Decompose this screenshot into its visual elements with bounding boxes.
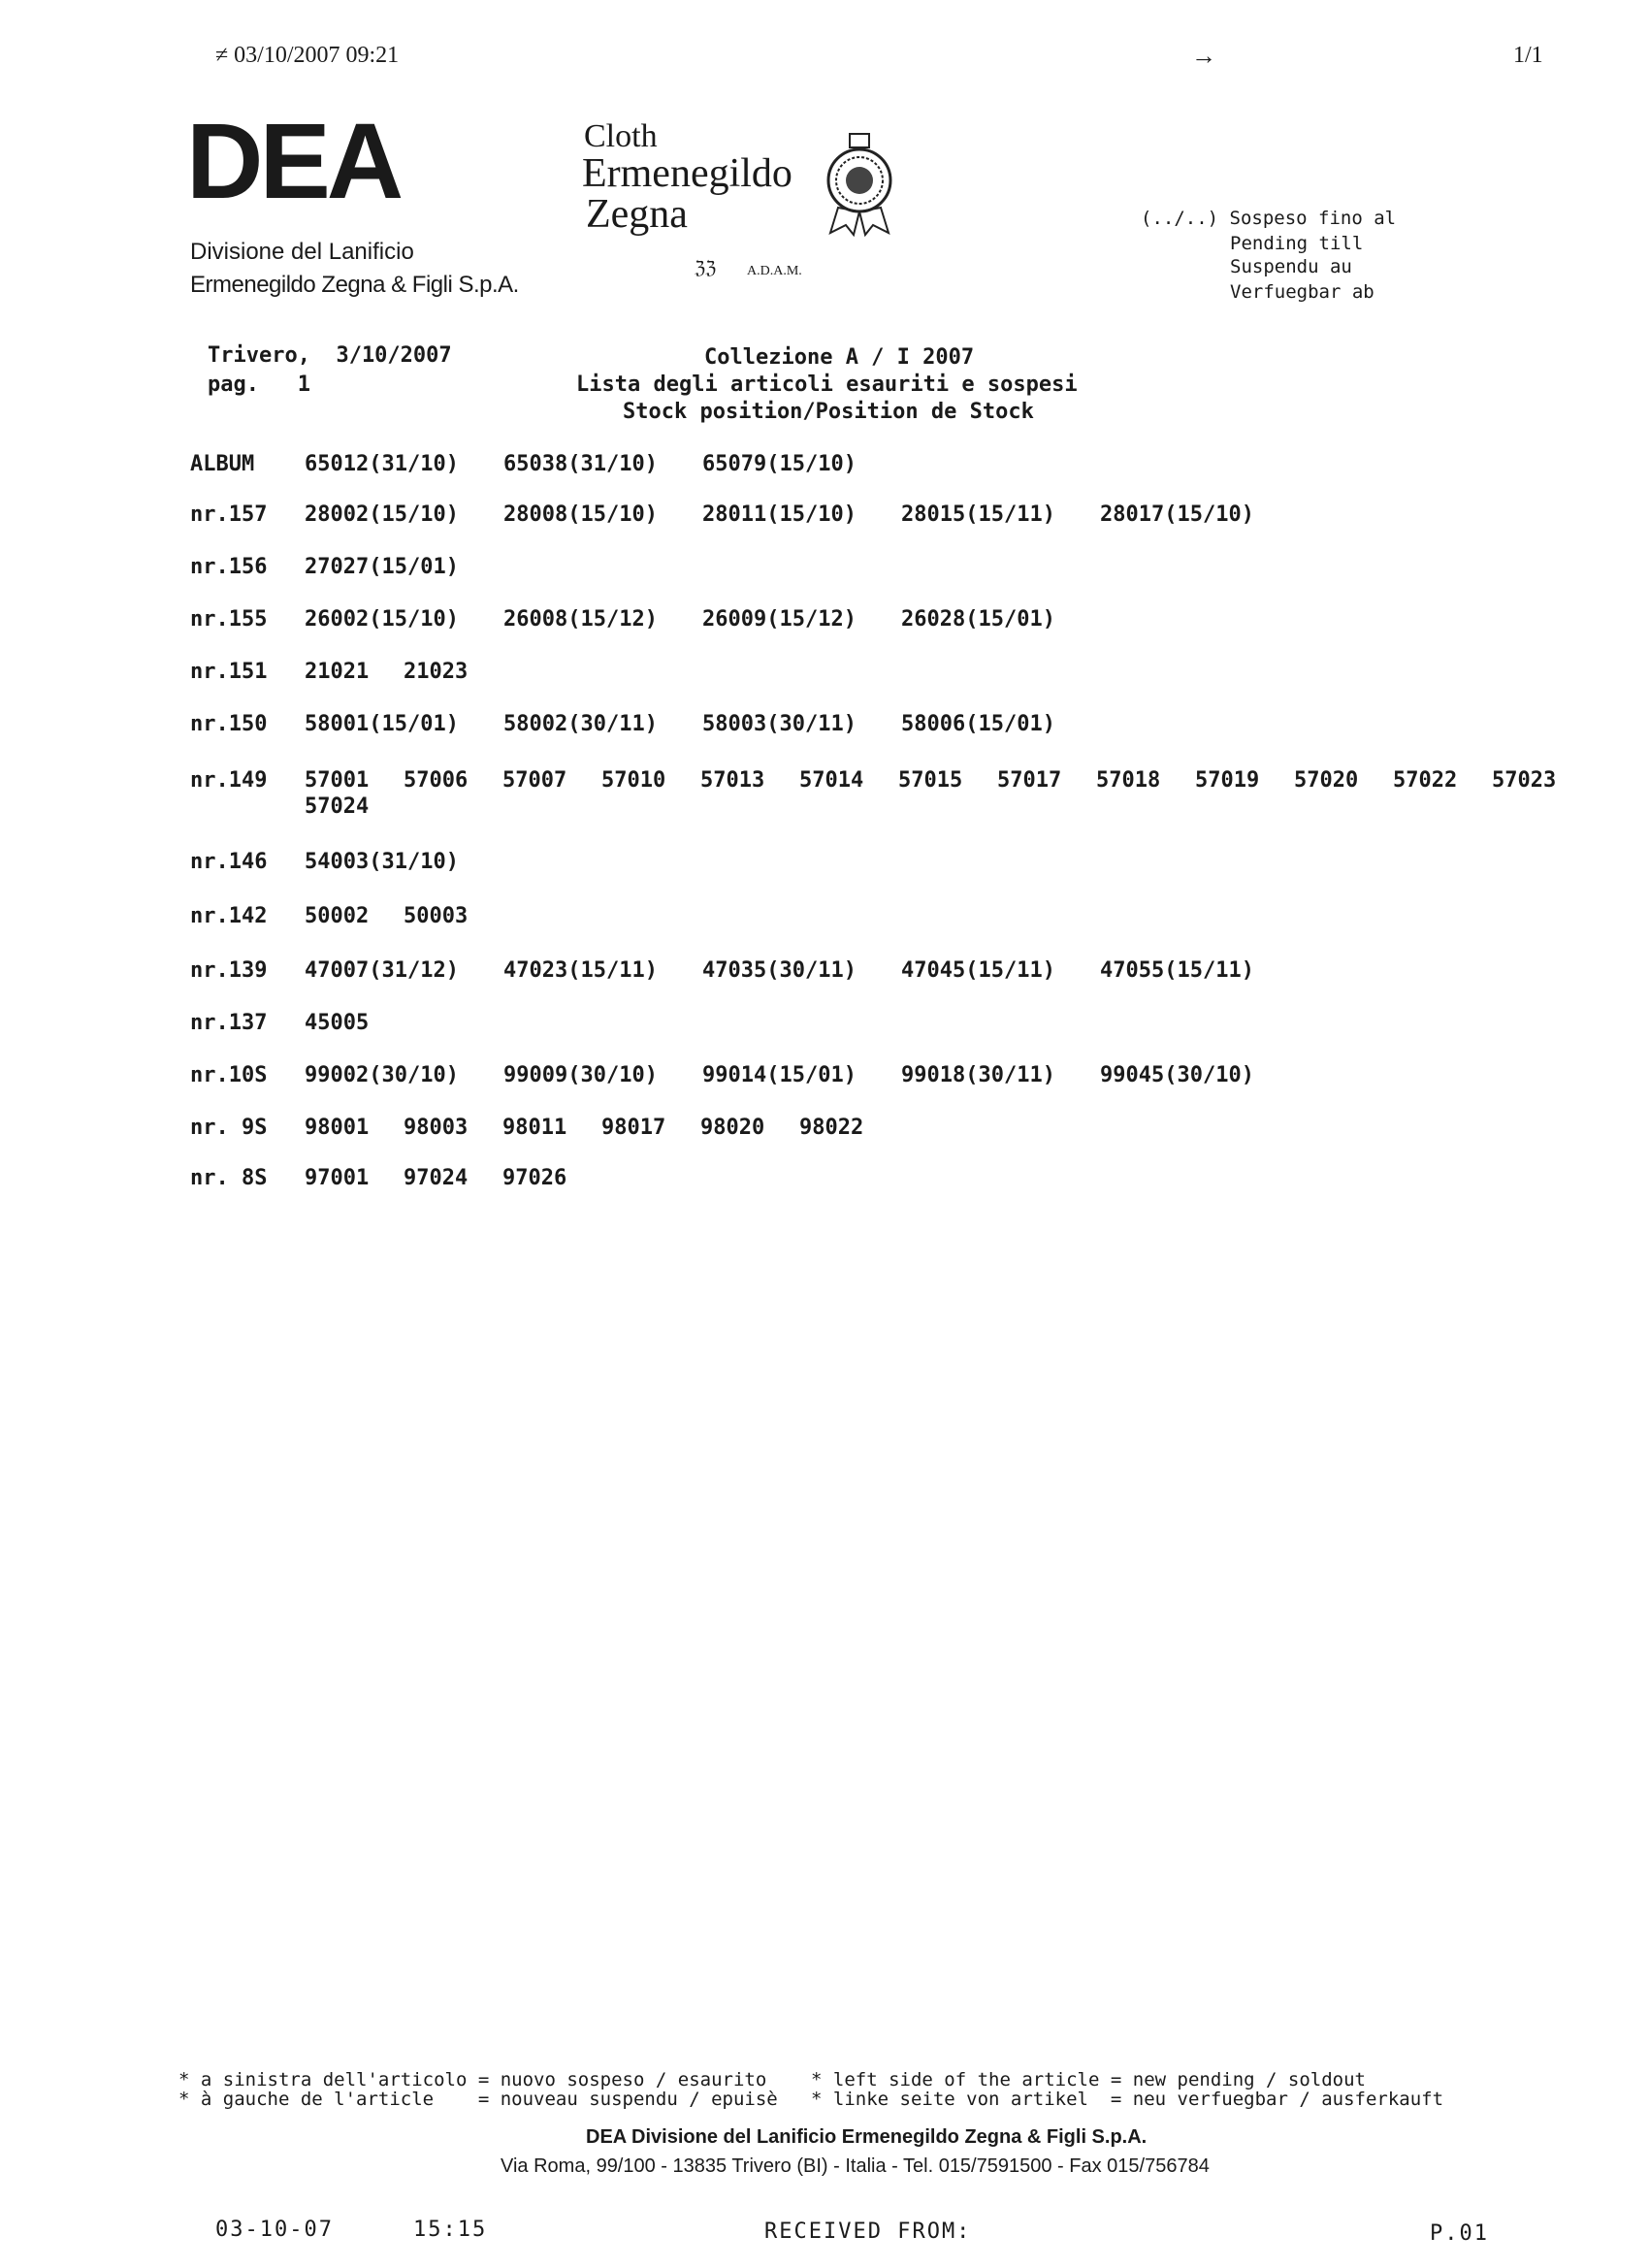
article-code: 50003 (404, 904, 469, 928)
zegna-cloth-text: Cloth (584, 118, 658, 154)
article-code: 99018(30/11) (901, 1063, 1055, 1087)
row-label: nr.10S (190, 1063, 268, 1087)
article-code: 57019 (1195, 768, 1260, 793)
zegna-name-first: Ermenegildo (582, 151, 792, 196)
article-code: 21023 (404, 660, 469, 684)
dea-company-line: Ermenegildo Zegna & Figli S.p.A. (190, 272, 519, 298)
page-label: pag. 1 (208, 373, 310, 397)
article-code: 58001(15/01) (305, 712, 459, 736)
article-code: 28008(15/10) (503, 502, 658, 527)
article-code: 28017(15/10) (1100, 502, 1254, 527)
received-page-number: P.01 (1430, 2221, 1489, 2246)
legend-line-1: (../..) Sospeso fino al (1141, 208, 1397, 229)
row-label: ALBUM (190, 452, 255, 476)
footnote-line-1: * a sinistra dell'articolo = nuovo sospeso / esaurito * left side of the article = new pending / soldout (178, 2069, 1366, 2090)
dea-logo: DEA (186, 102, 401, 221)
row-label: nr.137 (190, 1011, 268, 1035)
company-name-footer: DEA Divisione del Lanificio Ermenegildo Zegna & Figli S.p.A. (586, 2126, 1148, 2148)
adam-logo-icon: ℨℨ (695, 258, 717, 277)
article-code: 21021 (305, 660, 370, 684)
row-label: nr. 9S (190, 1116, 268, 1140)
article-code: 57015 (898, 768, 963, 793)
article-code: 57006 (404, 768, 469, 793)
footnotes (178, 2070, 1443, 2109)
row-items (305, 958, 1643, 983)
article-code: 47023(15/11) (503, 958, 658, 983)
row-items (305, 768, 1643, 819)
article-code: 97024 (404, 1166, 469, 1190)
article-code: 65038(31/10) (503, 452, 658, 476)
article-code: 47045(15/11) (901, 958, 1055, 983)
zegna-crest-icon (821, 132, 898, 239)
article-code: 57007 (502, 768, 567, 793)
row-items (305, 660, 1643, 684)
article-code: 28015(15/11) (901, 502, 1055, 527)
row-items (305, 555, 1643, 579)
location-date: Trivero, 3/10/2007 (208, 343, 452, 368)
row-label: nr.146 (190, 850, 268, 874)
article-code: 57024 (305, 794, 370, 819)
article-code: 26009(15/12) (702, 607, 857, 632)
article-code: 58003(30/11) (702, 712, 857, 736)
dea-division-line: Divisione del Lanificio (190, 239, 414, 265)
article-code: 26002(15/10) (305, 607, 459, 632)
company-address-footer: Via Roma, 99/100 - 13835 Trivero (BI) - Italia - Tel. 015/7591500 - Fax 015/756784 (501, 2155, 1210, 2177)
article-code: 58006(15/01) (901, 712, 1055, 736)
received-time: 15:15 (413, 2218, 488, 2242)
article-code: 54003(31/10) (305, 850, 459, 874)
article-code: 57022 (1393, 768, 1458, 793)
article-code: 98022 (799, 1116, 864, 1140)
row-label: nr.142 (190, 904, 268, 928)
article-code: 65079(15/10) (702, 452, 857, 476)
article-code: 26028(15/01) (901, 607, 1055, 632)
fax-arrow-icon: → (1191, 41, 1216, 70)
row-items (305, 1063, 1643, 1087)
row-items (305, 850, 1643, 874)
footnote-line-2: * à gauche de l'article = nouveau suspendu / epuisè * linke seite von artikel = neu verfuegbar / ausferkauft (178, 2089, 1444, 2110)
article-code: 58002(30/11) (503, 712, 658, 736)
article-code: 47055(15/11) (1100, 958, 1254, 983)
received-from-label: RECEIVED FROM: (764, 2219, 972, 2244)
article-code: 57010 (601, 768, 666, 793)
received-date: 03-10-07 (215, 2218, 334, 2242)
article-code: 97001 (305, 1166, 370, 1190)
article-code: 57013 (700, 768, 765, 793)
fax-header-datetime: ≠ 03/10/2007 09:21 (215, 43, 400, 68)
row-items (305, 1011, 1643, 1035)
row-items (305, 502, 1643, 527)
article-code: 98003 (404, 1116, 469, 1140)
row-items (305, 1166, 1643, 1190)
article-code: 57001 (305, 768, 370, 793)
row-label: nr.151 (190, 660, 268, 684)
article-code: 97026 (502, 1166, 567, 1190)
article-code: 57020 (1294, 768, 1359, 793)
row-label: nr.139 (190, 958, 268, 983)
row-label: nr.149 (190, 768, 268, 793)
article-code: 57018 (1096, 768, 1161, 793)
row-items (305, 904, 1643, 928)
article-code: 50002 (305, 904, 370, 928)
adam-text: A.D.A.M. (747, 264, 802, 278)
collection-title: Collezione A / I 2007 (704, 345, 975, 370)
article-code: 47035(30/11) (702, 958, 857, 983)
article-code: 98001 (305, 1116, 370, 1140)
list-subtitle: Stock position/Position de Stock (623, 400, 1034, 424)
list-title: Lista degli articoli esauriti e sospesi (576, 373, 1078, 397)
row-label: nr.155 (190, 607, 268, 632)
row-items (305, 1116, 1643, 1140)
article-code: 99045(30/10) (1100, 1063, 1254, 1087)
article-code: 65012(31/10) (305, 452, 459, 476)
row-items (305, 607, 1643, 632)
row-items (305, 712, 1643, 736)
article-code: 98011 (502, 1116, 567, 1140)
article-code: 27027(15/01) (305, 555, 459, 579)
article-code: 99002(30/10) (305, 1063, 459, 1087)
article-code: 28011(15/10) (702, 502, 857, 527)
legend-line-2: Pending till (1230, 233, 1364, 254)
article-code: 57014 (799, 768, 864, 793)
article-code: 57023 (1492, 768, 1557, 793)
article-code: 99009(30/10) (503, 1063, 658, 1087)
zegna-name-last: Zegna (586, 192, 688, 237)
row-label: nr. 8S (190, 1166, 268, 1190)
article-code: 26008(15/12) (503, 607, 658, 632)
article-code: 47007(31/12) (305, 958, 459, 983)
article-code: 57017 (997, 768, 1062, 793)
fax-page-number: 1/1 (1513, 43, 1543, 68)
row-label: nr.157 (190, 502, 268, 527)
legend-line-3: Suspendu au (1230, 256, 1352, 277)
article-code: 98020 (700, 1116, 765, 1140)
row-label: nr.156 (190, 555, 268, 579)
article-code: 99014(15/01) (702, 1063, 857, 1087)
article-code: 98017 (601, 1116, 666, 1140)
row-items (305, 452, 1643, 476)
row-label: nr.150 (190, 712, 268, 736)
article-code: 28002(15/10) (305, 502, 459, 527)
legend-line-4: Verfuegbar ab (1230, 281, 1374, 303)
article-code: 45005 (305, 1011, 370, 1035)
